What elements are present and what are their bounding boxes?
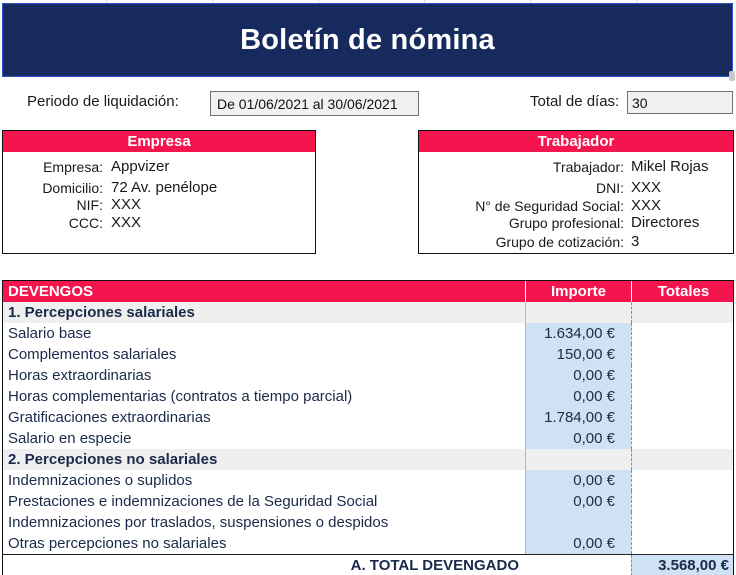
section-totales (631, 449, 734, 470)
row-importe[interactable]: 0,00 € (525, 533, 631, 554)
grupo-cotizacion-key: Grupo de cotización: (495, 234, 624, 250)
row-importe[interactable] (525, 512, 631, 533)
table-row[interactable] (3, 344, 733, 365)
table-header (3, 281, 733, 302)
total-label: A. TOTAL DEVENGADO (350, 557, 519, 574)
row-label: Horas extraordinarias (8, 367, 152, 384)
empresa-key: Empresa: (43, 159, 103, 175)
row-totales[interactable] (631, 428, 734, 449)
table-row[interactable] (3, 491, 733, 512)
row-importe[interactable]: 1.784,00 € (525, 407, 631, 428)
row-label: Otras percepciones no salariales (8, 535, 227, 552)
table-row[interactable] (3, 365, 733, 386)
grupo-profesional-value: Directores (631, 214, 700, 231)
trabajador-panel (418, 130, 734, 254)
nif-value: XXX (111, 196, 142, 213)
period-value: De 01/06/2021 al 30/06/2021 (217, 95, 398, 112)
seguridad-social-key: N° de Seguridad Social: (475, 198, 624, 214)
section-importe (525, 302, 631, 323)
row-importe[interactable]: 1.634,00 € (525, 323, 631, 344)
row-label: Indemnizaciones por traslados, suspensiones o despidos (8, 514, 389, 531)
table-row[interactable] (3, 512, 733, 533)
days-field[interactable] (627, 91, 733, 114)
row-label: Prestaciones e indemnizaciones de la Seguridad Social (8, 493, 378, 510)
row-importe[interactable]: 0,00 € (525, 365, 631, 386)
days-value: 30 (632, 94, 648, 111)
table-row[interactable] (3, 386, 733, 407)
empresa-value: Appvizer (111, 158, 170, 175)
devengos-table (2, 280, 734, 575)
ccc-key: CCC: (68, 215, 103, 231)
total-row (3, 555, 733, 575)
row-label: Gratificaciones extraordinarias (8, 409, 211, 426)
row-label: Indemnizaciones o suplidos (8, 472, 193, 489)
trabajador-title: Trabajador (419, 131, 733, 152)
total-importe (525, 555, 631, 575)
header-importe: Importe (525, 281, 631, 302)
section-title: 1. Percepciones salariales (8, 304, 195, 321)
table-row[interactable] (3, 323, 733, 344)
row-importe[interactable]: 0,00 € (525, 491, 631, 512)
page-title: Boletín de nómina (240, 23, 495, 56)
row-totales[interactable] (631, 407, 734, 428)
table-row[interactable] (3, 533, 733, 554)
trabajador-key: Trabajador: (552, 159, 624, 175)
row-importe[interactable]: 0,00 € (525, 428, 631, 449)
row-label: Horas complementarias (contratos a tiempo parcial) (8, 388, 353, 405)
section-row (3, 302, 733, 323)
total-value[interactable]: 3.568,00 € (631, 555, 734, 575)
row-importe[interactable]: 0,00 € (525, 470, 631, 491)
dni-value: XXX (631, 179, 662, 196)
row-totales[interactable] (631, 365, 734, 386)
header-banner[interactable] (2, 3, 733, 77)
row-totales[interactable] (631, 512, 734, 533)
row-label: Complementos salariales (8, 346, 177, 363)
row-label: Salario en especie (8, 430, 132, 447)
section-title: 2. Percepciones no salariales (8, 451, 218, 468)
seguridad-social-value: XXX (631, 197, 662, 214)
period-field[interactable] (210, 91, 419, 116)
domicilio-key: Domicilio: (42, 180, 103, 196)
empresa-title: Empresa (3, 131, 315, 152)
table-row[interactable] (3, 428, 733, 449)
scrollbar[interactable] (729, 71, 735, 81)
nif-key: NIF: (76, 197, 103, 213)
table-row[interactable] (3, 407, 733, 428)
row-totales[interactable] (631, 344, 734, 365)
days-label: Total de días: (530, 93, 620, 110)
empresa-panel (2, 130, 316, 254)
row-totales[interactable] (631, 491, 734, 512)
ccc-value: XXX (111, 214, 142, 231)
row-totales[interactable] (631, 533, 734, 554)
header-devengos: DEVENGOS (8, 283, 94, 300)
grupo-cotizacion-value: 3 (631, 233, 640, 250)
row-importe[interactable]: 150,00 € (525, 344, 631, 365)
table-row[interactable] (3, 470, 733, 491)
row-totales[interactable] (631, 323, 734, 344)
dni-key: DNI: (596, 180, 624, 196)
section-totales (631, 302, 734, 323)
row-totales[interactable] (631, 386, 734, 407)
section-importe (525, 449, 631, 470)
domicilio-value: 72 Av. penélope (111, 179, 218, 196)
row-totales[interactable] (631, 470, 734, 491)
period-label: Periodo de liquidación: (27, 93, 179, 110)
header-totales: Totales (631, 281, 734, 302)
row-importe[interactable]: 0,00 € (525, 386, 631, 407)
row-label: Salario base (8, 325, 92, 342)
section-row (3, 449, 733, 470)
trabajador-value: Mikel Rojas (631, 158, 709, 175)
grupo-profesional-key: Grupo profesional: (508, 215, 624, 231)
